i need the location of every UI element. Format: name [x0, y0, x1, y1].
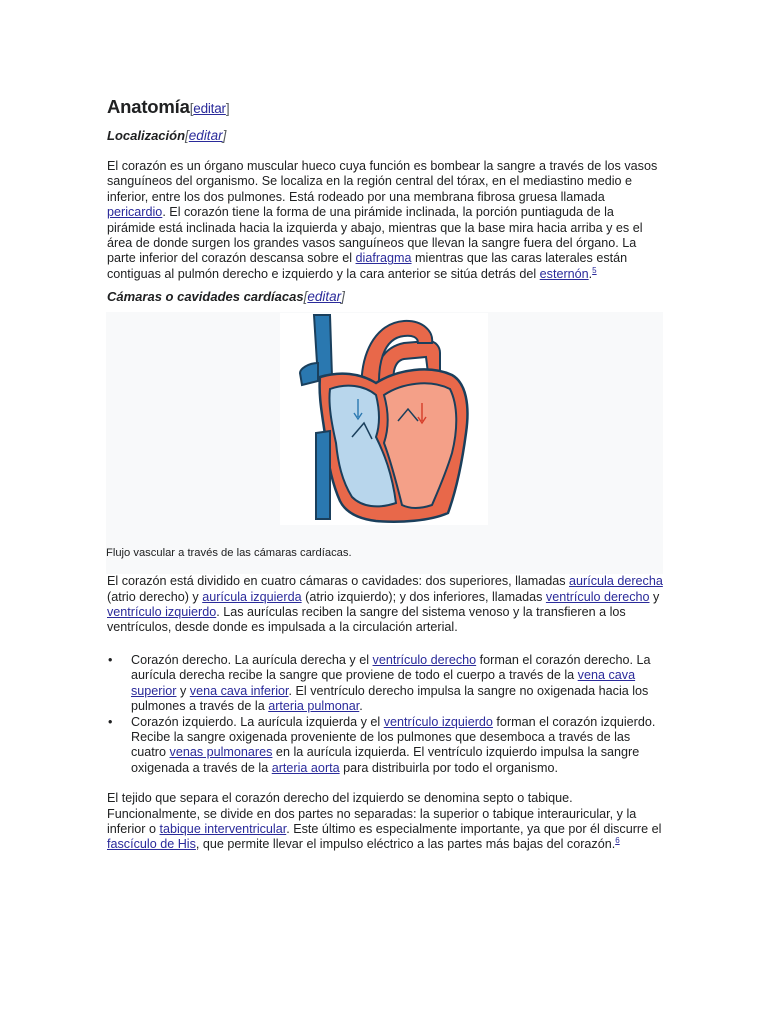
text-run: y — [176, 683, 190, 698]
text-run: y — [649, 589, 660, 604]
inline-link[interactable]: tabique interventricular — [159, 821, 287, 836]
text-run: . Este último es especialmente importante, ya que por él discurre el — [286, 821, 662, 836]
edit-link[interactable]: editar — [307, 289, 342, 305]
inline-link[interactable]: ventrículo derecho — [372, 652, 477, 667]
inline-link[interactable]: ventrículo izquierdo — [383, 714, 493, 729]
bracket-open: [ — [189, 101, 194, 116]
bracket-open: [ — [185, 128, 189, 143]
inline-link[interactable]: arteria pulmonar — [268, 699, 360, 714]
inline-link[interactable]: fascículo de His — [107, 837, 196, 852]
inferior-vena-cava — [316, 431, 330, 519]
reference-superscript — [615, 836, 619, 845]
paragraph-tabique — [107, 791, 664, 853]
text-run: Corazón derecho. La aurícula derecha y el — [131, 652, 373, 667]
heart-illustration — [280, 313, 488, 525]
text-run: . — [359, 699, 363, 714]
inline-link[interactable]: esternón — [539, 266, 589, 281]
text-run: . — [588, 266, 593, 281]
text-run: (atrio derecho) y — [107, 589, 203, 604]
section-heading-anatomia — [107, 95, 664, 121]
text-run: forman el corazón derecho. La aurícula derecha recibe la sangre que proviene de todo el cuerpo a través de la — [131, 652, 651, 683]
bullet-list — [107, 653, 664, 776]
edit-link[interactable]: editar — [188, 128, 223, 143]
text-run: . Las aurículas reciben la sangre del sistema venoso y la transfieren a los ventrículos, desde donde es impulsada a la circulación arterial. — [107, 605, 626, 635]
subheading-title: Localización — [107, 128, 186, 143]
list-item — [131, 653, 664, 715]
edit-section-wrapper — [190, 101, 230, 116]
inline-link[interactable]: vena cava inferior — [189, 683, 289, 698]
text-run: , que permite llevar el impulso eléctrico a las partes más bajas del corazón. — [195, 837, 616, 852]
reference-superscript — [592, 266, 596, 275]
right-pulmonary-vessel — [300, 363, 318, 385]
text-run: mientras que las caras laterales están contiguas al pulmón derecho e izquierdo y la cara anterior se sitúa detrás del — [107, 251, 628, 281]
inline-link[interactable]: ventrículo derecho — [545, 589, 650, 604]
text-run: en la aurícula izquierda. El ventrículo izquierdo impulsa la sangre oxigenada a través de la — [131, 745, 640, 775]
article-content — [107, 95, 664, 853]
text-run: El corazón es un órgano muscular hueco cuya función es bombear la sangre a través de los vasos sanguíneos del organismo. Se localiza en la región central del tórax, en el mediastino medio e inferior, entre los dos pulmones. Está rodeado por una membrana fibrosa gruesa llamada — [107, 159, 658, 204]
inline-link[interactable]: arteria aorta — [271, 760, 340, 775]
text-run: Corazón izquierdo. La aurícula izquierda y el — [131, 714, 384, 729]
bracket-open: [ — [303, 289, 308, 305]
inline-link[interactable]: aurícula izquierda — [202, 589, 302, 604]
text-run: forman el corazón izquierdo. Recibe la sangre oxigenada proveniente de los pulmones que desemboca a través de las cuatro — [131, 714, 656, 760]
text-run: (atrio izquierdo); y dos inferiores, llamadas — [301, 589, 546, 604]
subheading-title: Cámaras o cavidades cardíacas — [107, 289, 304, 305]
bracket-close: ] — [341, 289, 345, 305]
bracket-close: ] — [222, 128, 227, 143]
inline-link[interactable]: aurícula derecha — [569, 574, 663, 589]
paragraph-camaras — [107, 574, 664, 636]
inline-link[interactable]: vena cava superior — [131, 668, 636, 698]
reference-link[interactable]: 5 — [592, 265, 597, 275]
edit-section-wrapper — [304, 289, 345, 304]
bracket-close: ] — [225, 101, 230, 116]
list-item — [131, 715, 664, 777]
paragraph-localizacion — [107, 159, 664, 282]
figure-caption: Flujo vascular a través de las cámaras cardíacas. — [106, 547, 352, 560]
reference-link[interactable]: 6 — [615, 836, 620, 846]
edit-section-wrapper — [185, 128, 226, 143]
text-run: . El corazón tiene la forma de una pirámide inclinada, la porción puntiaguda de la pirámide está inclinada hacia la izquierda y abajo, mientras que la base mira hacia arriba y es el área de donde surgen los grandes vasos sanguíneos que llevan la sangre fuera del órgano. La parte inferior del corazón descansa sobre el — [107, 205, 643, 266]
subheading-camaras — [107, 288, 664, 306]
subheading-localizacion — [107, 127, 664, 145]
heart-diagram-image[interactable] — [280, 313, 488, 525]
text-run: El corazón está dividido en cuatro cámaras o cavidades: dos superiores, llamadas — [107, 574, 570, 589]
inline-link[interactable]: ventrículo izquierdo — [107, 605, 217, 620]
inline-link[interactable]: pericardio — [107, 205, 163, 220]
text-run: para distribuirla por todo el organismo. — [339, 760, 559, 775]
text-run: El tejido que separa el corazón derecho del izquierdo se denomina septo o tabique. Funcionalmente, se divide en dos partes no separadas: la superior o tabique interauricular, y la inferior o — [107, 791, 637, 836]
heading-title: Anatomía — [107, 96, 190, 117]
inline-link[interactable]: venas pulmonares — [169, 745, 273, 760]
heart-figure — [106, 312, 663, 574]
text-run: . El ventrículo derecho impulsa la sangre no oxigenada hacia los pulmones a través de la — [131, 683, 649, 714]
edit-link[interactable]: editar — [193, 101, 226, 116]
inline-link[interactable]: diafragma — [355, 251, 412, 266]
